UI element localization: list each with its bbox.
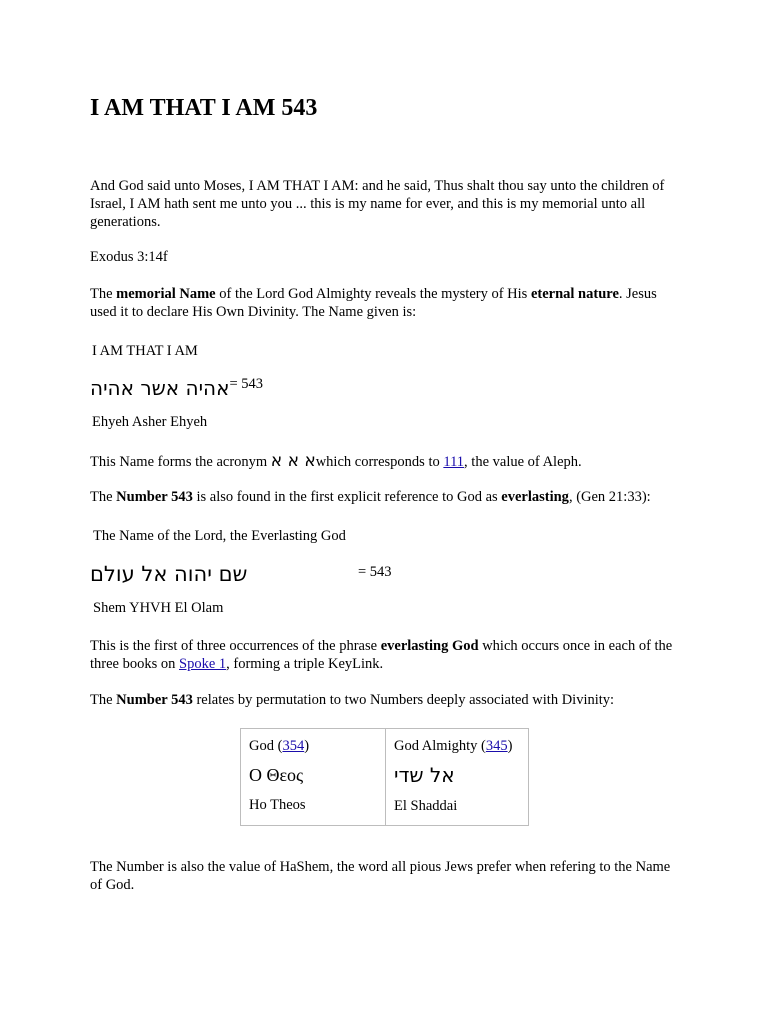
exodus-quote: And God said unto Moses, I AM THAT I AM: and he said, Thus shalt thou say unto the children of Israel, I AM hath sent me unto you ... this is my name for ever, and this is my memorial unto all generations. xyxy=(90,178,665,230)
phrase-hebrew-row xyxy=(90,560,270,590)
name-hebrew: אהיה אשר אהיה xyxy=(90,376,230,400)
greek-ho-theos: Ο Θεος xyxy=(249,765,304,785)
table-row xyxy=(241,729,529,826)
emphasis-number-543: Number 543 xyxy=(116,489,193,505)
name-value: = 543 xyxy=(229,376,264,392)
phrase-hebrew: שם יהוה אל עולם xyxy=(90,562,248,586)
memorial-name-paragraph: The memorial Name of the Lord God Almighty reveals the mystery of His eternal nature. Jesus used it to declare His Own Divinity. The Name given is: xyxy=(90,286,657,320)
hashem-paragraph: The Number is also the value of HaShem, the word all pious Jews prefer when refering to the Name of God. xyxy=(90,859,671,893)
page-title: I AM THAT I AM 543 xyxy=(90,95,318,121)
name-transliteration: Ehyeh Asher Ehyeh xyxy=(92,414,208,430)
acronym-hebrew: א א א xyxy=(270,451,316,471)
everlasting-paragraph: The Number 543 is also found in the first explicit reference to God as everlasting, (Gen 21:33): xyxy=(90,489,651,505)
emphasis-number-543-permutation: Number 543 xyxy=(116,692,193,708)
occurrences-paragraph: This is the first of three occurrences of the phrase everlasting God which occurs once in each of the three books on Spoke 1, forming a triple KeyLink. xyxy=(90,638,673,672)
hebrew-el-shaddai: אל שדי xyxy=(394,763,455,787)
phrase-transliteration: Shem YHVH El Olam xyxy=(93,600,224,616)
name-english: I AM THAT I AM xyxy=(92,343,198,359)
cell-transliteration: Ho Theos xyxy=(249,797,306,813)
emphasis-everlasting-god: everlasting God xyxy=(380,638,479,654)
cell-transliteration: El Shaddai xyxy=(394,798,458,814)
emphasis-memorial-name: memorial Name xyxy=(116,286,216,302)
link-111[interactable]: 111 xyxy=(443,454,465,470)
acronym-paragraph: This Name forms the acronym א א אwhich corresponds to 111, the value of Aleph. xyxy=(90,451,582,471)
table-cell-god xyxy=(241,729,386,826)
emphasis-eternal-nature: eternal nature xyxy=(530,286,619,302)
cell-label: God (354) xyxy=(249,738,310,754)
permutation-paragraph: The Number 543 relates by permutation to two Numbers deeply associated with Divinity: xyxy=(90,692,615,708)
cell-label: God Almighty (345) xyxy=(394,738,513,754)
link-345[interactable]: 345 xyxy=(485,738,508,754)
phrase-value: = 543 xyxy=(358,564,392,580)
phrase-english: The Name of the Lord, the Everlasting God xyxy=(93,528,346,544)
divinity-numbers-table xyxy=(240,728,529,826)
table-cell-god-almighty xyxy=(386,729,529,826)
link-354[interactable]: 354 xyxy=(282,738,305,754)
link-spoke-1[interactable]: Spoke 1 xyxy=(179,656,227,672)
name-hebrew-row xyxy=(90,374,263,404)
scripture-reference: Exodus 3:14f xyxy=(90,249,168,265)
emphasis-everlasting: everlasting xyxy=(501,489,569,505)
